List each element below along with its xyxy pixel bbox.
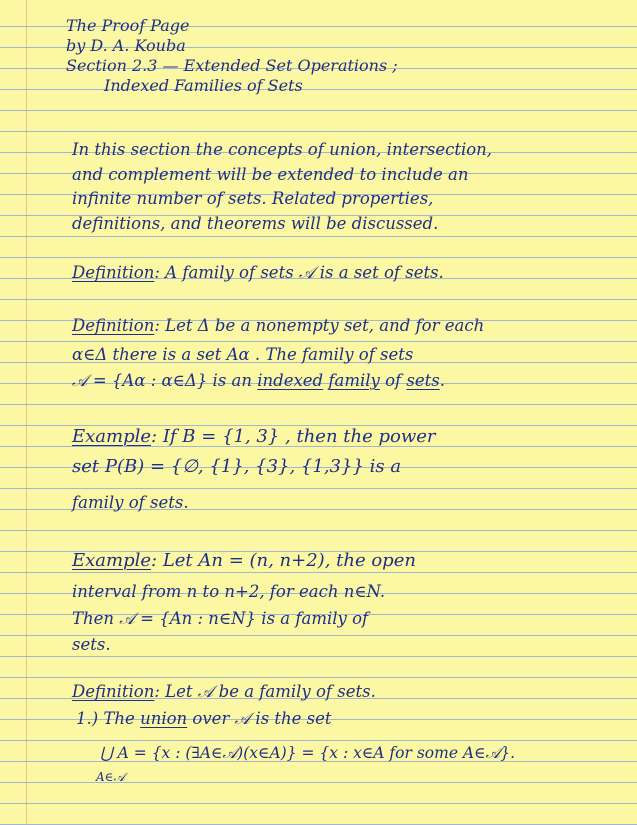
intro-line-3: infinite number of sets. Related properties,	[72, 189, 434, 208]
definition-text: : A family of sets 𝒜 is a set of sets.	[154, 263, 444, 282]
indexed-family-formula: 𝒜 = {Aα : α∈Δ} is an	[72, 371, 252, 390]
term-of: of	[385, 371, 402, 390]
header-section: Section 2.3 — Extended Set Operations ;	[66, 56, 398, 75]
definition-indexed-line-2: α∈Δ there is a set Aα . The family of sets	[72, 345, 414, 364]
union-subscript: A∈𝒜	[96, 770, 125, 784]
definition-label: Definition	[72, 316, 155, 335]
example-power-set-line-1	[72, 428, 436, 446]
example-intervals-line-3: Then 𝒜 = {An : n∈N} is a family of	[72, 609, 369, 628]
header-title: The Proof Page	[66, 16, 190, 35]
union-symbol: ⋃ A	[100, 744, 129, 762]
definition-union-line-1	[72, 684, 376, 701]
example-power-set-line-3: family of sets.	[72, 493, 189, 512]
definition-label: Definition	[72, 682, 155, 701]
example-intervals-line-4: sets.	[72, 635, 111, 654]
header-author: by D. A. Kouba	[66, 36, 186, 55]
definition-union-item-1	[76, 711, 332, 728]
union-set-builder: = {x : (∃A∈𝒜)(x∈A)} = {x : x∈A for some A∈𝒜}.	[133, 744, 516, 762]
term-sets: sets	[406, 371, 440, 390]
item-text: over 𝒜 is the set	[192, 709, 332, 728]
definition-indexed-line-1	[72, 318, 484, 335]
definition-text: : Let 𝒜 be a family of sets.	[154, 682, 376, 701]
intro-line-4: definitions, and theorems will be discussed.	[72, 214, 439, 233]
example-label: Example	[72, 550, 152, 571]
example-text: : Let An = (n, n+2), the open	[151, 550, 416, 571]
intro-line-2: and complement will be extended to include an	[72, 165, 469, 184]
definition-text: : Let Δ be a nonempty set, and for each	[154, 316, 485, 335]
margin-line	[26, 0, 27, 825]
term-indexed: indexed	[257, 371, 324, 390]
intro-line-1: In this section the concepts of union, intersection,	[72, 140, 493, 159]
header-section-subtitle: Indexed Families of Sets	[104, 76, 303, 95]
term-period: .	[439, 371, 445, 390]
term-union: union	[140, 709, 188, 728]
example-label: Example	[72, 426, 152, 447]
definition-family-of-sets	[72, 265, 444, 282]
item-number: 1.) The	[76, 709, 135, 728]
example-intervals-line-2: interval from n to n+2, for each n∈N.	[72, 582, 386, 601]
example-text: : If B = {1, 3} , then the power	[151, 426, 436, 447]
term-family: family	[328, 371, 380, 390]
example-power-set-line-2: set P(B) = {∅, {1}, {3}, {1,3}} is a	[72, 456, 402, 477]
example-intervals-line-1	[72, 552, 416, 570]
definition-label: Definition	[72, 263, 155, 282]
union-formula	[100, 746, 515, 762]
definition-indexed-line-3	[72, 373, 445, 390]
